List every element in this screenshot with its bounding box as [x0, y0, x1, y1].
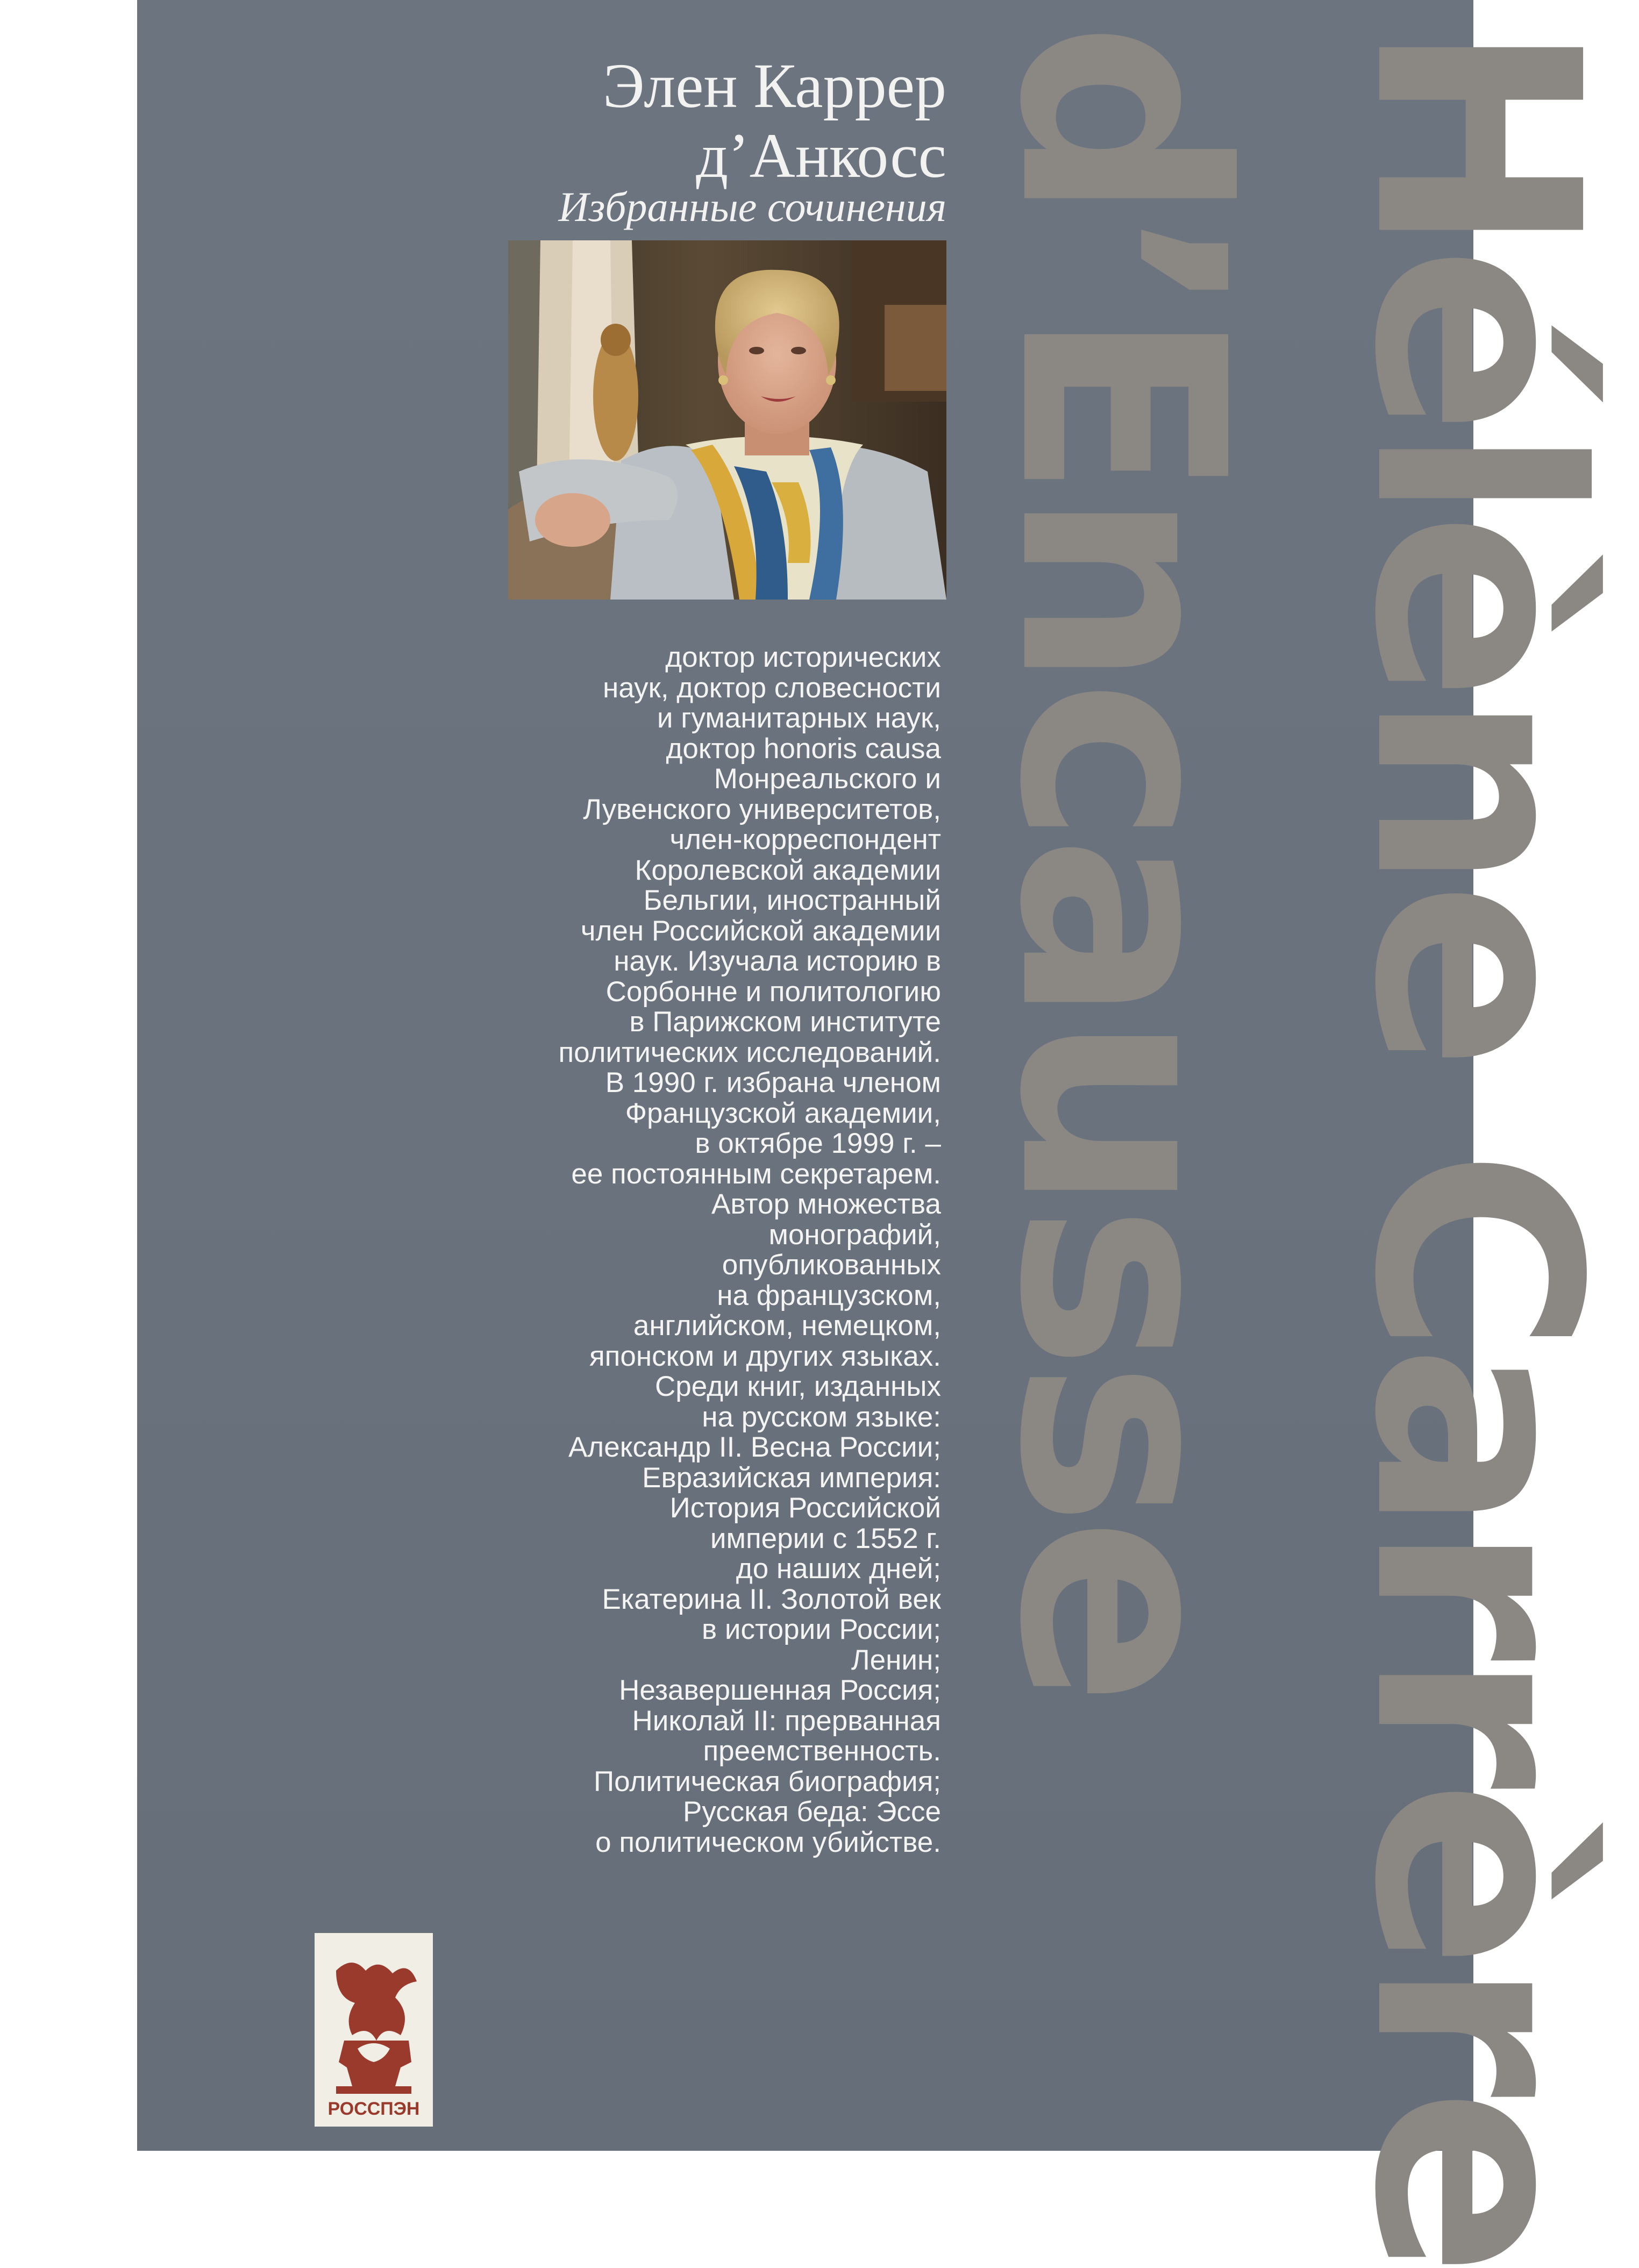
bio-line: Незавершенная Россия; — [619, 1674, 941, 1706]
bio-line: Николай II: прерванная — [632, 1704, 941, 1737]
bio-line: и гуманитарных наук, — [657, 702, 941, 734]
bio-line: Александр II. Весна России; — [568, 1431, 941, 1463]
bio-line: доктор honoris causa — [666, 732, 941, 765]
publisher-name: РОССПЭН — [327, 2099, 420, 2119]
bio-line: Екатерина II. Золотой век — [602, 1583, 941, 1615]
bio-line: в истории России; — [702, 1614, 941, 1645]
bio-line: японском и других языках. — [589, 1340, 941, 1372]
bio-line: опубликованных — [722, 1249, 941, 1281]
series-title: Избранные сочинения — [558, 183, 946, 230]
bio-line: в Парижском институте — [629, 1006, 941, 1038]
bio-line: В 1990 г. избрана членом — [605, 1067, 941, 1099]
bio-line: наук. Изучала историю в — [614, 945, 941, 977]
author-portrait-photo — [508, 240, 946, 600]
bio-line: Автор множества — [711, 1188, 941, 1220]
bio-line: Королевской академии — [635, 854, 941, 886]
bio-line: Евразийская империя: — [642, 1461, 941, 1494]
bio-line: История Российской — [669, 1492, 941, 1524]
bio-line: империи с 1552 г. — [710, 1522, 941, 1554]
author-last-name: д’Анкосс — [696, 120, 946, 191]
bio-line: Политическая биография; — [593, 1765, 941, 1798]
bio-line: Монреальского и — [714, 763, 941, 795]
bio-line: на русском языке: — [702, 1401, 941, 1433]
bio-line: Среди книг, изданных — [655, 1371, 941, 1402]
bio-line: в октябре 1999 г. – — [695, 1128, 941, 1159]
author-biography — [438, 643, 941, 1858]
vertical-author-name-line-1: Hélène Carrère — [1313, 22, 1639, 2268]
bio-line: английском, немецком, — [633, 1310, 941, 1342]
bio-line: Французской академии, — [625, 1097, 941, 1129]
bio-line: Сорбонне и политологию — [605, 975, 941, 1008]
bio-line: член Российской академии — [580, 915, 941, 947]
vertical-author-name-line-2: d’Encausse — [958, 22, 1284, 1698]
bio-line: политических исследований. — [558, 1036, 941, 1068]
book-back-cover — [137, 0, 1639, 2268]
bio-line: преемственность. — [703, 1735, 941, 1767]
bio-line: ее постоянным секретарем. — [571, 1158, 941, 1190]
bio-line: Лувенского университетов, — [583, 793, 941, 825]
bio-line: Русская беда: Эссе — [682, 1796, 941, 1828]
bio-line: Бельгии, иностранный — [643, 885, 941, 916]
bio-line: на французском, — [717, 1279, 941, 1311]
bio-line: Ленин; — [851, 1644, 941, 1676]
bio-line: член-корреспондент — [669, 824, 941, 855]
bio-line: до наших дней; — [736, 1553, 941, 1585]
bio-line: о политическом убийстве. — [595, 1826, 941, 1858]
bio-line: наук, доктор словесности — [603, 672, 941, 704]
bio-line: доктор исторических — [665, 641, 941, 673]
author-first-name: Элен Каррер — [602, 51, 946, 121]
publisher-logo — [315, 1933, 433, 2127]
bio-line: монографий, — [768, 1218, 941, 1251]
